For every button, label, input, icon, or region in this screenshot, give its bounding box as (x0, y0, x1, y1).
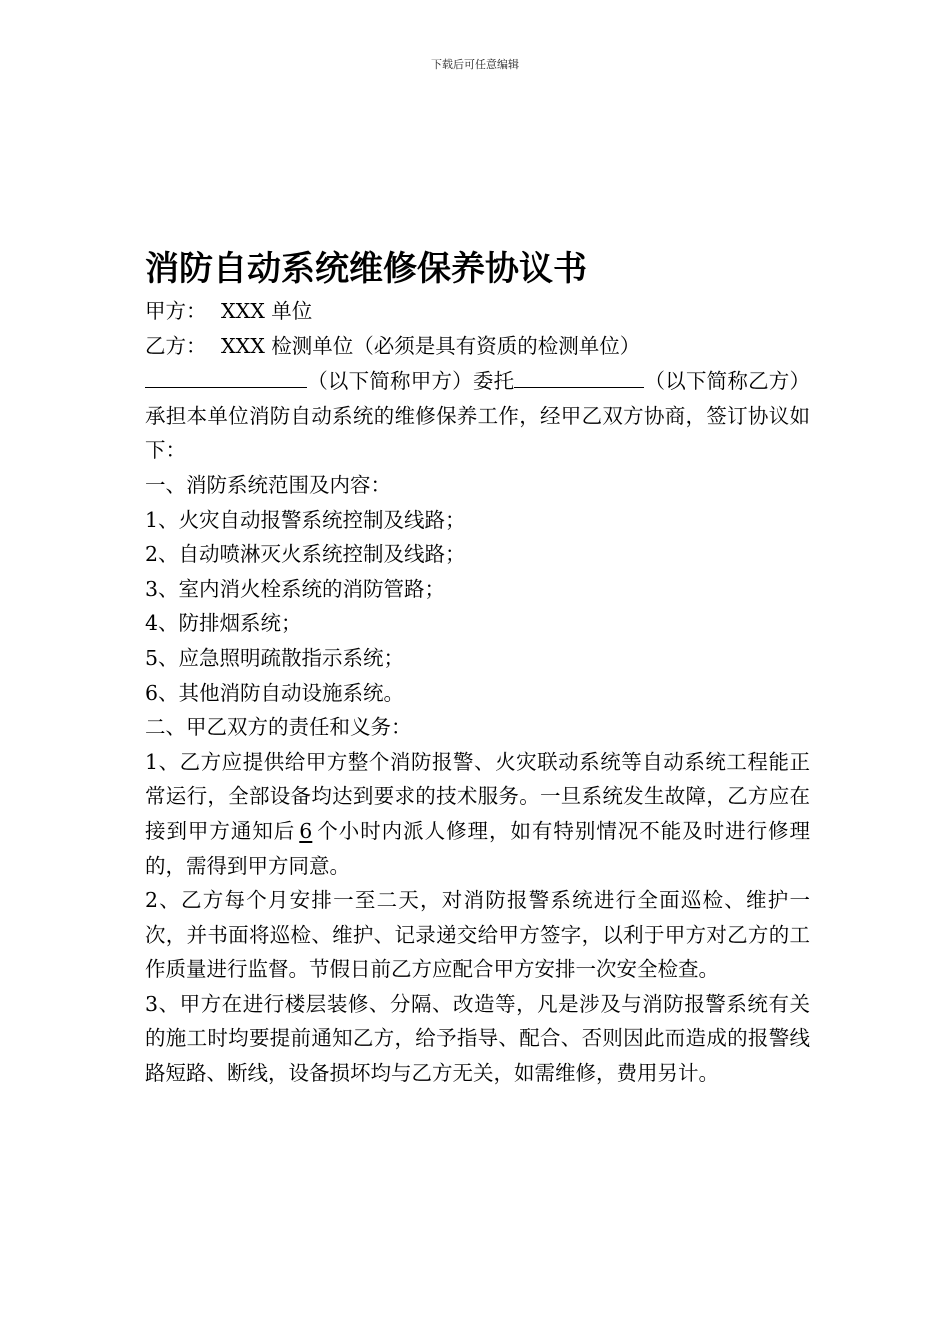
party-b-line (145, 329, 810, 364)
party-b-value: XXX 检测单位（必须是具有资质的检测单位） (221, 333, 641, 358)
section1-item: 3、室内消火栓系统的消防管路； (145, 576, 446, 601)
section1-item: 1、火灾自动报警系统控制及线路； (145, 507, 466, 532)
section1-item: 5、应急照明疏散指示系统； (145, 645, 405, 670)
header-note: 下载后可任意编辑 (431, 58, 519, 71)
intro-paragraph (145, 363, 810, 468)
document-title: 消防自动系统维修保养协议书 (145, 249, 587, 289)
section2-item2: 2、乙方每个月安排一至二天，对消防报警系统进行全面巡检、维护一次，并书面将巡检、维护、记录递交给甲方签字，以利于甲方对乙方的工作质量进行监督。节假日前乙方应配合甲方安排一次安全检查。 (145, 888, 810, 982)
party-b-name-blank (514, 363, 644, 388)
party-a-line (145, 294, 810, 329)
party-b-label: 乙方： (145, 333, 207, 358)
section1-item: 6、其他消防自动设施系统。 (145, 680, 405, 705)
party-a-value: XXX 单位 (221, 299, 313, 323)
section2-item1 (145, 745, 810, 883)
intro-part2: （以下简称乙方）承担本单位消防自动系统的维修保养工作，经甲乙双方协商，签订协议如下： (145, 369, 811, 463)
party-a-name-blank (145, 363, 307, 388)
section1-heading: 一、消防系统范围及内容： (145, 472, 391, 497)
document-body (145, 244, 810, 1091)
party-a-label: 甲方： (145, 299, 207, 323)
section1-item: 2、自动喷淋灭火系统控制及线路； (145, 542, 466, 567)
section2-heading: 二、甲乙双方的责任和义务： (145, 715, 412, 740)
intro-part1: （以下简称甲方）委托 (307, 369, 515, 394)
section2-item1-before: 1、乙方应提供给甲方整个消防报警、火灾联动系统等自动系统工程能正常运行，全部设备均达到要求的技术服务。一旦系统发生故障，乙方应在接到甲方通知后 (145, 749, 810, 843)
response-hours: 6 (299, 818, 313, 843)
section2-item3: 3、甲方在进行楼层装修、分隔、改造等，凡是涉及与消防报警系统有关的施工时均要提前通知乙方，给予指导、配合、否则因此而造成的报警线路短路、断线，设备损坏均与乙方无关，如需维修，费用另计。 (145, 991, 810, 1086)
section1-item: 4、防排烟系统； (145, 611, 302, 636)
section2-item1-after: 个小时内派人修理，如有特别情况不能及时进行修理的，需得到甲方同意。 (145, 818, 811, 878)
